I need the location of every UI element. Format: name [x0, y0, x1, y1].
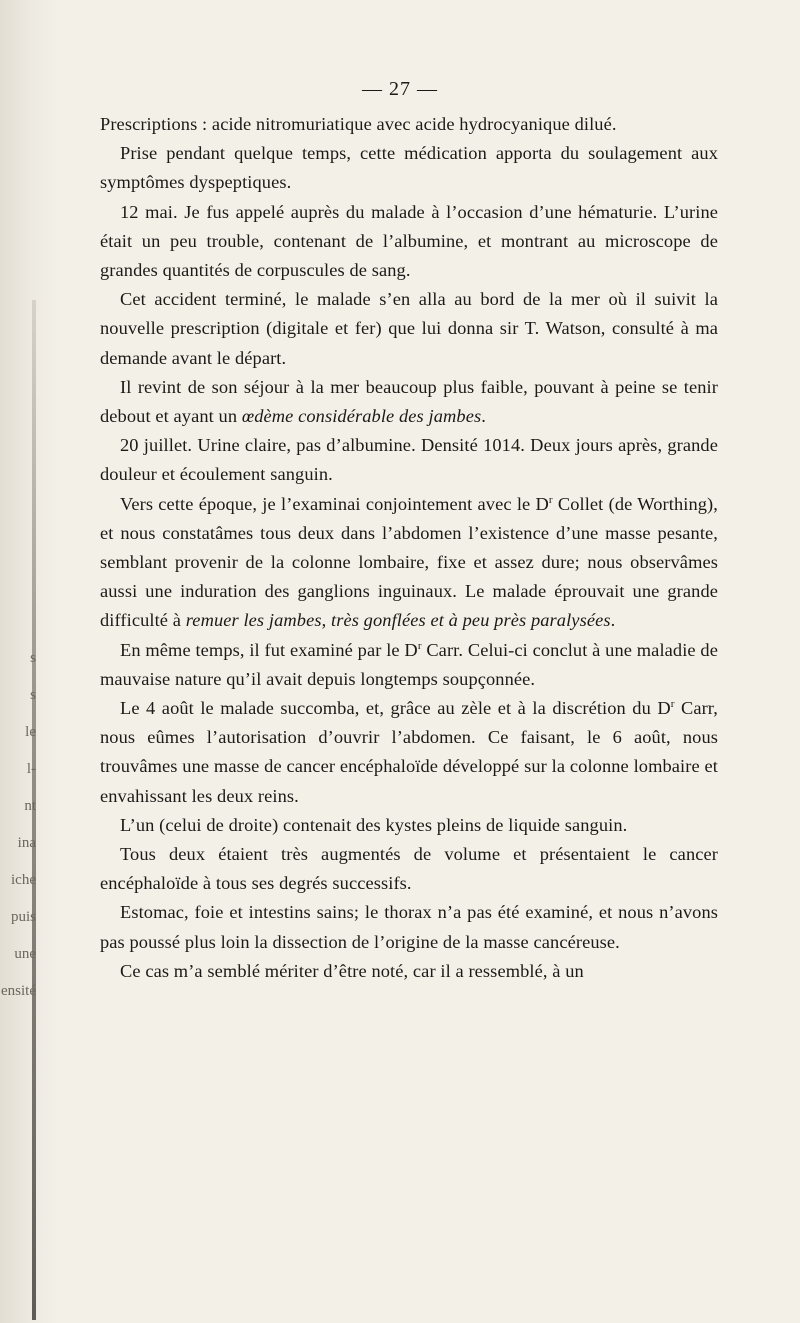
text-run: Carr. Celui-ci conclut à une maladie de mauvaise nature qu’il avait depuis longtemps soupçonnée.	[100, 639, 718, 689]
paragraph	[100, 373, 718, 431]
text-run: Cet accident terminé, le malade s’en alla au bord de la mer où il suivit la nouvelle prescription (digitale et fer) que lui donna sir T. Watson, consulté à ma demande avant le départ.	[100, 289, 718, 368]
text-run: Vers cette époque, je l’examinai conjointement avec le D	[120, 493, 549, 514]
paragraph	[100, 840, 718, 898]
facing-page-fragments	[0, 640, 36, 1010]
superscript-text: r	[548, 493, 553, 506]
text-run: Estomac, foie et intestins sains; le thorax n’a pas été examiné, et nous n’avons pas poussé plus loin la dissection de l’origine de la masse cancéreuse.	[100, 902, 718, 952]
text-run: ,	[321, 610, 331, 631]
superscript-text: r	[670, 697, 675, 710]
superscript-text: r	[417, 639, 422, 652]
text-run: L’un (celui de droite) contenait des kystes pleins de liquide sanguin.	[120, 814, 628, 835]
margin-fragment: s	[30, 650, 36, 666]
margin-fragment: l-	[26, 761, 36, 777]
paragraph	[100, 694, 718, 811]
text-run: 20 juillet. Urine claire, pas d’albumine. Densité 1014. Deux jours après, grande douleur et écoulement sanguin.	[100, 435, 718, 485]
margin-fragment: ina	[17, 835, 36, 851]
margin-fragment: s	[30, 687, 36, 703]
text-run: Collet (de Worthing), et nous constatâmes tous deux dans l’abdomen l’existence d’une masse pesante, semblant provenir de la colonne lombaire, fixe et assez dure; nous observâmes aussi une induration des ganglions inguinaux. Le malade éprouvait une grande difficulté à	[100, 493, 718, 631]
paragraph	[100, 898, 718, 956]
text-run: .	[481, 406, 486, 427]
text-run: 12 mai. Je fus appelé auprès du malade à l’occasion d’une hématurie. L’urine était un peu trouble, contenant de l’albumine, et montrant au microscope de grandes quantités de corpuscules de sang.	[100, 201, 718, 281]
paragraph	[100, 198, 718, 286]
text-run: Ce cas m’a semblé mériter d’être noté, car il a ressemblé, à un	[120, 960, 584, 981]
paragraph	[100, 431, 718, 489]
text-run: Tous deux étaient très augmentés de volume et présentaient le cancer encéphaloïde à tous ses degrés successifs.	[100, 844, 718, 894]
margin-fragment: une	[14, 946, 36, 962]
text-run: Prescriptions : acide nitromuriatique avec acide hydrocyanique dilué.	[100, 114, 617, 134]
paragraph	[100, 285, 718, 373]
margin-fragment: nt	[24, 798, 36, 814]
paragraph	[100, 636, 718, 694]
margin-fragment: ensité	[1, 983, 36, 999]
text-run: Prise pendant quelque temps, cette médication apporta du soulagement aux symptômes dyspeptiques.	[100, 143, 718, 193]
italic-text: très gonflées et à peu près paralysées	[331, 610, 611, 631]
margin-fragment: iche	[11, 872, 36, 888]
text-run: Carr, nous eûmes l’autorisation d’ouvrir l’abdomen. Ce faisant, le 6 août, nous trouvâmes une masse de cancer encéphaloïde développé sur la colonne lombaire et envahissant les deux reins.	[100, 698, 718, 806]
italic-text: œdème considérable des jambes	[241, 406, 482, 427]
paragraph	[100, 811, 718, 840]
text-run: Il revint de son séjour à la mer beaucoup plus faible, pouvant à peine se tenir debout et ayant un	[100, 376, 718, 427]
paragraph	[100, 110, 718, 139]
page-body	[100, 110, 718, 986]
paragraph	[100, 490, 718, 636]
paragraph	[100, 957, 718, 986]
text-run: En même temps, il fut examiné par le D	[120, 639, 418, 660]
page-number: — 27 —	[362, 78, 438, 100]
margin-fragment: puis	[10, 909, 36, 925]
margin-fragment: le	[25, 724, 36, 740]
text-run: .	[610, 610, 616, 631]
paragraph	[100, 139, 718, 197]
text-run: Le 4 août le malade succomba, et, grâce au zèle et à la discrétion du D	[120, 698, 671, 719]
italic-text: remuer les jambes	[185, 610, 322, 631]
